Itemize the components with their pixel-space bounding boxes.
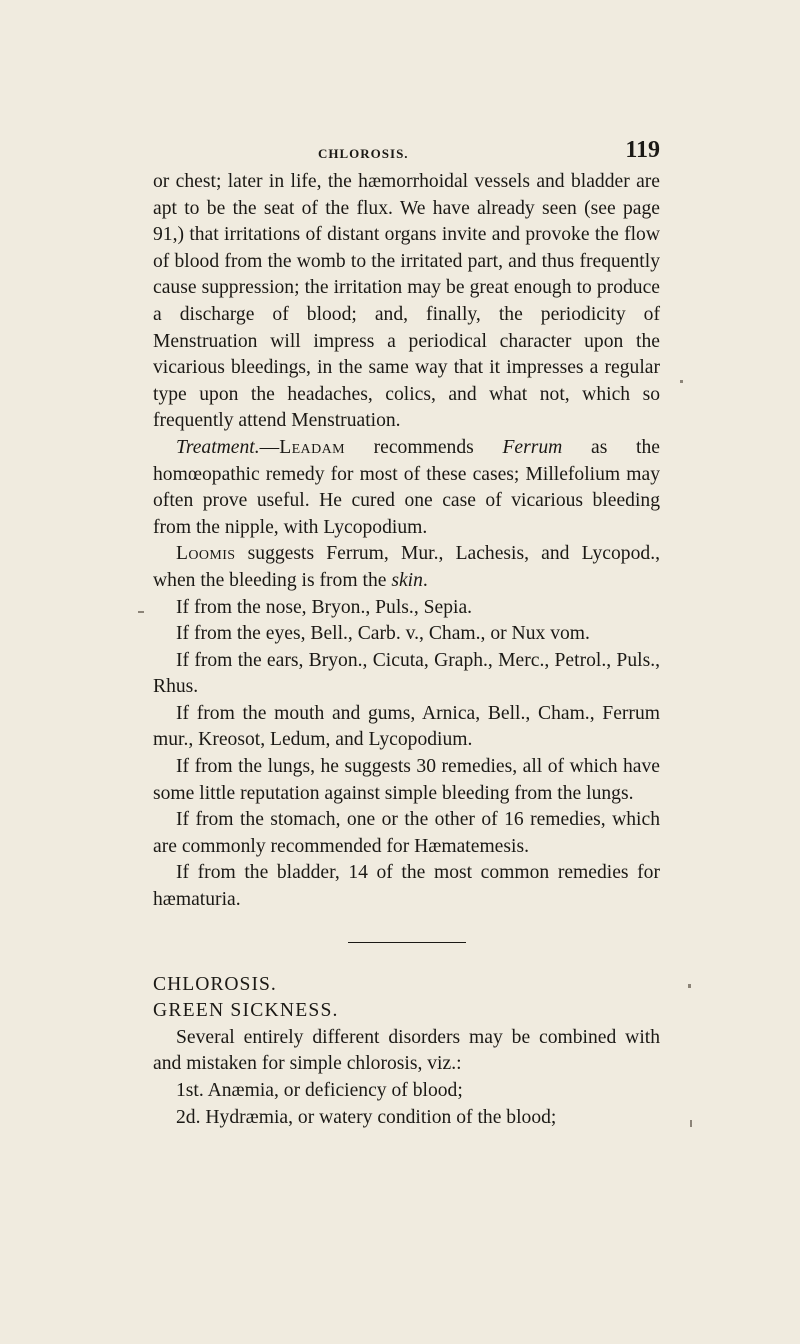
list-item-hydraemia: 2d. Hydræmia, or watery condition of the blood; bbox=[176, 1106, 557, 1128]
section-subtitle: GREEN SICKNESS. bbox=[153, 1000, 339, 1022]
section-title: CHLOROSIS. bbox=[153, 973, 277, 995]
paragraph-continuation: or chest; later in life, the hæmorrhoidal vessels and bladder are apt to be the seat of the flux. We have already seen (see page 91,) that irritations of distant organs invite and provoke the flow of blood from the womb to the irritated part, and thus frequently cause suppression; the irritation may be great enough to produce a discharge of blood; and, finally, the periodicity of Menstruation will impress a periodical character upon the vicarious bleedings, in the same way that it impresses a regular type upon the headaches, colics, and what not, which so frequently attend Menstruation. bbox=[153, 171, 660, 432]
paragraph-loomis bbox=[153, 541, 660, 594]
print-speck bbox=[688, 984, 691, 988]
skin-word: skin bbox=[391, 569, 423, 591]
treatment-text-b: as the homœopathic remedy for most of these cases; Millefolium may often prove useful. He cured one case of vicarious bleeding from the nipple, with Lycopodium. bbox=[153, 436, 660, 538]
section-divider bbox=[348, 942, 466, 943]
treatment-dash: — bbox=[259, 436, 280, 458]
author-leadam: Leadam bbox=[279, 436, 345, 458]
paragraph-bladder: If from the bladder, 14 of the most common remedies for hæmaturia. bbox=[153, 862, 660, 911]
print-speck bbox=[690, 1120, 692, 1127]
paragraph-ears: If from the ears, Bryon., Cicuta, Graph., Merc., Petrol., Puls., Rhus. bbox=[153, 649, 660, 698]
list-item-anaemia: 1st. Anæmia, or deficiency of blood; bbox=[176, 1080, 463, 1101]
paragraph-eyes: If from the eyes, Bell., Carb. v., Cham., or Nux vom. bbox=[176, 623, 590, 645]
author-loomis: Loomis bbox=[176, 543, 236, 565]
print-speck bbox=[680, 380, 683, 383]
print-speck bbox=[138, 611, 144, 613]
paragraph-mouth: If from the mouth and gums, Arnica, Bell., Cham., Ferrum mur., Kreosot, Ledum, and Lycopodium. bbox=[153, 702, 660, 751]
main-text bbox=[153, 169, 660, 1131]
loomis-text-b: . bbox=[422, 569, 428, 591]
page-number: 119 bbox=[625, 137, 660, 163]
treatment-label: Treatment. bbox=[176, 436, 260, 458]
remedy-ferrum: Ferrum bbox=[502, 436, 563, 458]
paragraph-lungs: If from the lungs, he suggests 30 remedies, all of which have some little reputation against simple bleeding from the lungs. bbox=[153, 756, 660, 804]
treatment-text-a: recommends bbox=[344, 436, 503, 458]
paragraph-stomach: If from the stomach, one or the other of 16 remedies, which are commonly recommended for Hæmatemesis. bbox=[153, 809, 660, 857]
running-head bbox=[153, 137, 660, 169]
paragraph-treatment bbox=[153, 435, 660, 541]
paragraph-chlorosis-intro: Several entirely different disorders may be combined with and mistaken for simple chlorosis, viz.: bbox=[153, 1026, 660, 1075]
loomis-text-a: suggests Ferrum, Mur., Lachesis, and Lycopod., when the bleeding is from the bbox=[153, 543, 660, 591]
paragraph-nose: If from the nose, Bryon., Puls., Sepia. bbox=[176, 596, 473, 618]
running-title: CHLOROSIS. bbox=[318, 146, 409, 161]
